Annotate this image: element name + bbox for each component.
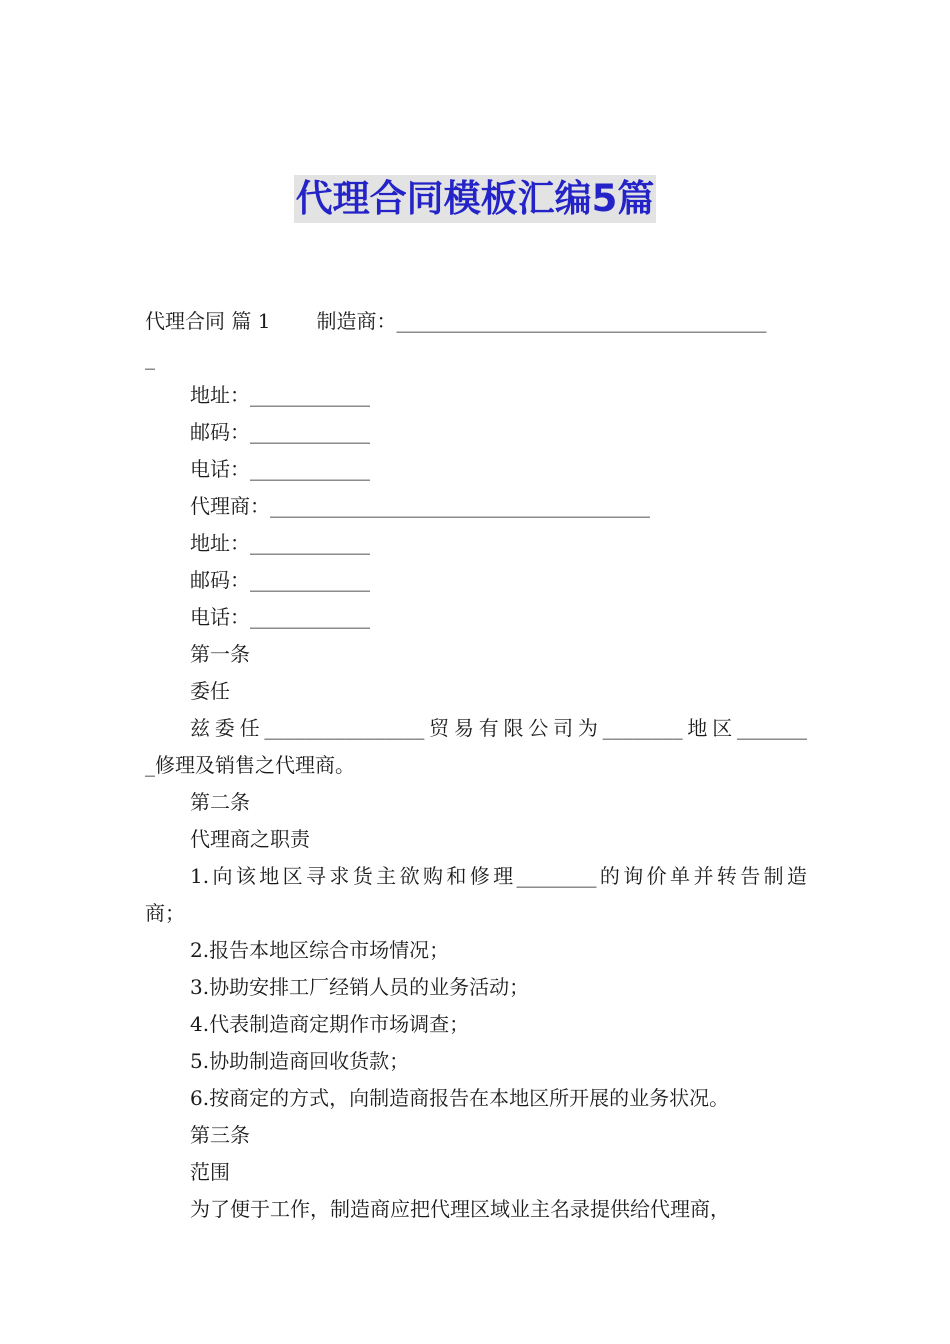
- duty-item-6: 6.按商定的方式，向制造商报告在本地区所开展的业务状况。: [190, 1086, 730, 1110]
- article-1-title: 委任: [190, 679, 230, 703]
- document-title: 代理合同模板汇编5篇: [294, 175, 657, 223]
- article-1-text-cont: _修理及销售之代理商。: [145, 753, 355, 777]
- heading-line: [145, 303, 807, 340]
- article-3-heading: 第三条: [190, 1123, 250, 1147]
- duty-item-1: 1.向该地区寻求货主欲购和修理________的询价单并转告制造: [190, 864, 807, 888]
- duty-item-3: 3.协助安排工厂经销人员的业务活动；: [190, 975, 530, 999]
- article-1-text: 兹委任________________贸易有限公司为________地区_______: [190, 716, 807, 740]
- article-3-title: 范围: [190, 1160, 230, 1184]
- manufacturer-postcode-field: 邮码：____________: [190, 420, 370, 444]
- duty-item-2: 2.报告本地区综合市场情况；: [190, 938, 450, 962]
- article-2-title: 代理商之职责: [190, 827, 310, 851]
- article-2-heading: 第二条: [190, 790, 250, 814]
- document-title-wrap: [0, 175, 950, 223]
- continuation-line: _: [145, 346, 155, 370]
- manufacturer-address-field: 地址：____________: [190, 383, 370, 407]
- article-label: 代理合同 篇 1: [145, 309, 271, 333]
- agent-field: 代理商：______________________________________: [190, 494, 650, 518]
- agent-postcode-field: 邮码：____________: [190, 568, 370, 592]
- manufacturer-phone-field: 电话：____________: [190, 457, 370, 481]
- duty-item-1-cont: 商；: [145, 901, 185, 925]
- duty-item-4: 4.代表制造商定期作市场调查；: [190, 1012, 470, 1036]
- duty-item-5: 5.协助制造商回收货款；: [190, 1049, 410, 1073]
- manufacturer-field: 制造商：_____________________________________: [316, 309, 767, 333]
- agent-phone-field: 电话：____________: [190, 605, 370, 629]
- article-1-heading: 第一条: [190, 642, 250, 666]
- document-body: [145, 303, 807, 1228]
- agent-address-field: 地址：____________: [190, 531, 370, 555]
- article-3-text: 为了便于工作，制造商应把代理区域业主名录提供给代理商，: [190, 1197, 730, 1221]
